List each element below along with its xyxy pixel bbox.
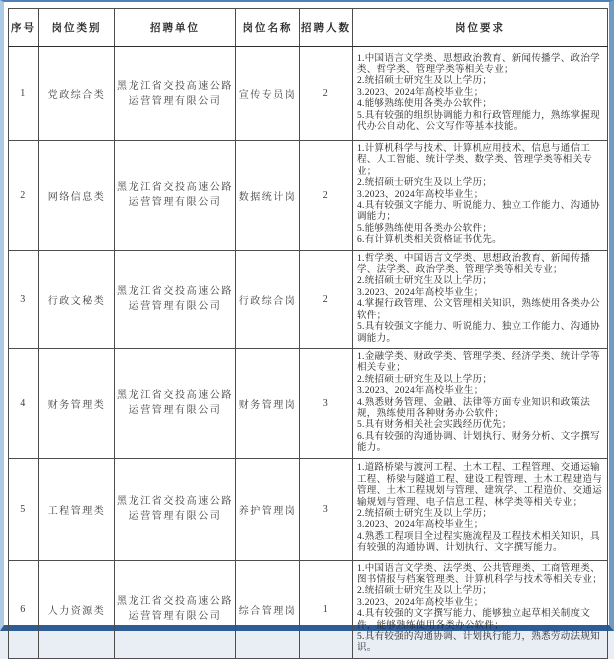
cell-recruiting-unit: 黑龙江省交投高速公路运营管理有限公司 [115, 458, 236, 560]
header-recruit-count: 招聘人数 [300, 9, 353, 47]
table-row [9, 141, 608, 251]
cell-position-requirements [353, 141, 608, 251]
requirement-line: 4.能够熟练使用各类办公软件； [357, 99, 493, 110]
requirement-line: 2.统招硕士研究生及以上学历； [357, 178, 493, 189]
cell-recruit-count: 2 [300, 141, 353, 251]
requirement-line: 4.掌握行政管理、公文管理相关知识，熟练使用各类办公软件； [357, 299, 600, 321]
cell-serial-number: 5 [9, 458, 39, 560]
requirement-line: 1.中国语言文学类、思想政治教育、新闻传播学、政治学类、哲学类、管理学类等相关专业； [357, 53, 600, 75]
cell-serial-number: 2 [9, 141, 39, 251]
header-position-name: 岗位名称 [236, 9, 300, 47]
cell-position-category: 工程管理类 [39, 458, 115, 560]
cell-position-requirements [353, 47, 608, 141]
requirement-line: 1.中国语言文学类、法学类、公共管理类、工商管理类、图书情报与档案管理类、计算机科学与技术等相关专业； [357, 563, 603, 585]
table-row [9, 47, 608, 141]
cell-serial-number: 1 [9, 47, 39, 141]
requirement-line: 5.能够熟练使用各类办公软件； [357, 223, 493, 234]
requirement-line: 1.哲学类、中国语言文学类、思想政治教育、新闻传播学、法学类、政治学类、管理学类等相关专业； [357, 253, 591, 276]
cell-recruit-count: 2 [300, 250, 353, 348]
recruitment-table [8, 8, 608, 659]
cell-position-category: 党政综合类 [39, 47, 115, 141]
requirement-line: 3.2023、2024年高校毕业生； [357, 386, 484, 397]
cell-position-name: 数据统计岗 [236, 141, 300, 251]
requirement-line: 3.2023、2024年高校毕业生； [357, 287, 484, 298]
cell-position-name: 行政综合岗 [236, 250, 300, 348]
requirement-line: 2.统招硕士研究生及以上学历； [357, 374, 493, 385]
cell-position-requirements [353, 348, 608, 458]
requirement-line: 5.具有较强文字能力、听说能力、独立工作能力、沟通协调能力。 [357, 322, 600, 344]
cell-position-name: 综合管理岗 [236, 560, 300, 658]
cell-recruiting-unit: 黑龙江省交投高速公路运营管理有限公司 [115, 560, 236, 658]
cell-recruit-count: 3 [300, 458, 353, 560]
table-row [9, 348, 608, 458]
cell-recruiting-unit: 黑龙江省交投高速公路运营管理有限公司 [115, 348, 236, 458]
requirement-line: 5.具有较强的组织协调能力和行政管理能力，熟练掌握现代办公自动化、公文写作等基本技能。 [357, 110, 600, 133]
requirement-line: 4.熟悉工程项目全过程实施流程及工程技术相关知识，具有较强的沟通协调、计划执行、文字撰写能力。 [357, 531, 600, 554]
header-position-requirements: 岗位要求 [353, 9, 608, 47]
cell-position-category: 人力资源类 [39, 560, 115, 658]
header-position-category: 岗位类别 [39, 9, 115, 47]
table-row [9, 458, 608, 560]
cell-position-name: 宣传专员岗 [236, 47, 300, 141]
requirement-line: 3.2023、2024年高校毕业生； [357, 520, 484, 531]
cell-position-requirements [353, 560, 608, 658]
table-row [9, 560, 608, 658]
table-row [9, 250, 608, 348]
requirement-line: 4.熟悉财务管理、金融、法律等方面专业知识和政策法规，熟练使用各种财务办公软件； [357, 397, 591, 419]
cell-position-category: 财务管理类 [39, 348, 115, 458]
requirement-line: 6.具有较强的沟通协调、计划执行、财务分析、文字撰写能力。 [357, 431, 600, 454]
requirement-line: 1.计算机科学与技术、计算机应用技术、信息与通信工程、人工智能、统计学类、数学类、管理学类等相关专业； [357, 144, 593, 177]
requirement-line: 5.具有较强的沟通协调、计划执行能力，熟悉劳动法规知识。 [357, 632, 600, 654]
requirement-line: 2.统招硕士研究生及以上学历； [357, 586, 493, 597]
cell-position-name: 养护管理岗 [236, 458, 300, 560]
cell-recruit-count: 3 [300, 348, 353, 458]
cell-recruiting-unit: 黑龙江省交投高速公路运营管理有限公司 [115, 141, 236, 251]
requirement-line: 4.具有较强的文字撰写能力、能够独立起草相关制度文件，能够熟练使用各类办公软件； [357, 609, 591, 631]
cell-position-name: 财务管理岗 [236, 348, 300, 458]
cell-serial-number: 3 [9, 250, 39, 348]
cell-position-category: 网络信息类 [39, 141, 115, 251]
requirement-line: 1.道路桥梁与渡河工程、土木工程、工程管理、交通运输工程、桥梁与隧道工程、建设工程管理、土木工程建造与管理、土木工程规划与管理、建筑学、工程造价、交通运输规划与管理、电子信息工程、林学类等相关专业； [357, 463, 603, 508]
requirement-line: 2.统招硕士研究生及以上学历； [357, 76, 493, 87]
header-recruiting-unit: 招聘单位 [115, 9, 236, 47]
requirement-line: 4.具有较强文字能力、听说能力、独立工作能力、沟通协调能力； [357, 201, 600, 223]
cell-recruiting-unit: 黑龙江省交投高速公路运营管理有限公司 [115, 47, 236, 141]
cell-position-requirements [353, 458, 608, 560]
cell-position-category: 行政文秘类 [39, 250, 115, 348]
cell-serial-number: 6 [9, 560, 39, 658]
requirement-line: 2.统招硕士研究生及以上学历； [357, 276, 493, 287]
requirement-line: 3.2023、2024年高校毕业生； [357, 87, 484, 98]
cell-position-requirements [353, 250, 608, 348]
header-serial-number: 序号 [9, 9, 39, 47]
requirement-line: 3.2023、2024年高校毕业生； [357, 597, 484, 608]
requirement-line: 3.2023、2024年高校毕业生； [357, 189, 484, 200]
requirement-line: 5.具有财务相关社会实践经历优先； [357, 420, 512, 431]
table-header-row [9, 9, 608, 47]
requirement-line: 2.统招硕士研究生及以上学历； [357, 509, 493, 520]
requirement-line: 1.金融学类、财政学类、管理学类、经济学类、统计学等相关专业； [357, 351, 600, 374]
requirement-line: 6.有计算机类相关资格证书优先。 [357, 235, 502, 246]
cell-recruiting-unit: 黑龙江省交投高速公路运营管理有限公司 [115, 250, 236, 348]
cell-serial-number: 4 [9, 348, 39, 458]
cell-recruit-count: 2 [300, 47, 353, 141]
cell-recruit-count: 1 [300, 560, 353, 658]
